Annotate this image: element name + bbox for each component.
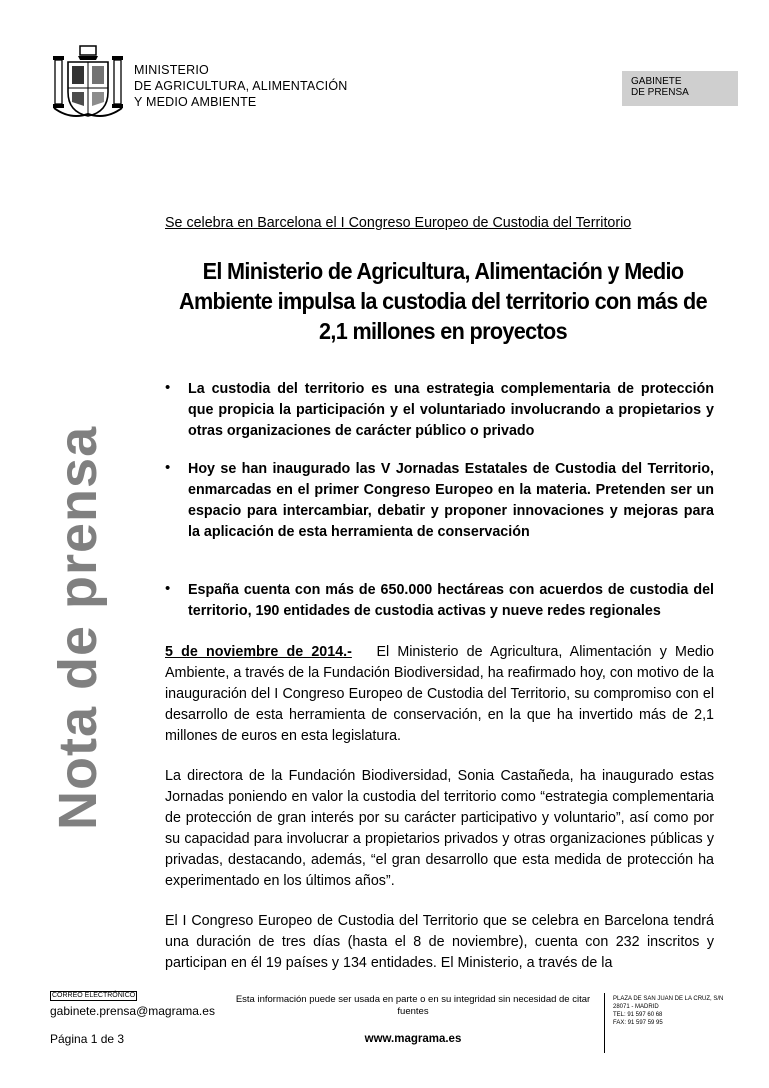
ministry-name-line-2: DE AGRICULTURA, ALIMENTACIÓN [134,79,348,93]
bullet-text: La custodia del territorio es una estrategia complementaria de protección que propicia la participación y el voluntariado involucrando a propietarios y otras organizaciones de carácter público o privado [188,381,714,439]
body-paragraph [165,642,714,747]
bullet-symbol: • [165,580,171,597]
bullet-item [165,580,714,622]
bullet-text: Hoy se han inaugurado las V Jornadas Estatales de Custodia del Territorio, enmarcadas en el primer Congreso Europeo en la materia. Pretenden ser un espacio para intercambiar, debatir y proponer innovaciones y mejoras para la aplicación de esta herramienta de conservación [188,461,714,540]
footer-divider [604,993,605,1053]
page-number: Página 1 de 3 [50,1032,125,1046]
badge-line-1: GABINETE [631,76,682,87]
ministry-name-line-1: MINISTERIO [134,63,209,77]
website-link[interactable]: www.magrama.es [364,1033,462,1045]
press-email: gabinete.prensa@magrama.es [50,1004,215,1018]
bullet-symbol: • [165,459,171,476]
bullet-item [165,379,714,442]
subtitle: Se celebra en Barcelona el I Congreso Europeo de Custodia del Territorio [165,215,632,231]
body-paragraph: El I Congreso Europeo de Custodia del Territorio que se celebra en Barcelona tendrá una duración de tres días (hasta el 8 de noviembre), cuenta con 232 inscritos y participan en él 19 países y 134 entidades. El Ministerio, a través de la [165,913,714,971]
address-line: PLAZA DE SAN JUAN DE LA CRUZ, S/N [613,996,724,1002]
body-paragraph: La directora de la Fundación Biodiversidad, Sonia Castañeda, ha inaugurado estas Jornadas poniendo en valor la custodia del territorio como “estrategia complementaria de protección de gran interés por su carácter participativo y voluntario”, así como por su capacidad para involucrar a propietarios privados y otras organizaciones públicas y privadas, destacando, además, “el gran desarrollo que esta medida de protección ha experimentado en los últimos años”. [165,768,714,889]
address-line: 28071 - MADRID [613,1004,659,1010]
email-label: CORREO ELECTRÓNICO [52,992,136,999]
usage-disclaimer: Esta información puede ser usada en parte o en su integridad sin necesidad de citar fuentes [235,994,591,1017]
bullet-symbol: • [165,379,171,396]
address-line: FAX: 91 597 59 95 [613,1020,663,1026]
ministry-name-line-3: Y MEDIO AMBIENTE [134,95,257,109]
paragraph-text: El Ministerio de Agricultura, Alimentación y Medio Ambiente, a través de la Fundación Biodiversidad, ha reafirmado hoy, con motivo de la inauguración del I Congreso Europeo de Custodia del Territorio, su compromiso con el desarrollo de esta herramienta de conservación, en la que ha invertido más de 2,1 millones de euros en esta legislatura. [165,644,714,744]
dateline: 5 de noviembre de 2014.- [165,644,352,660]
headline: El Ministerio de Agricultura, Alimentación y Medio Ambiente impulsa la custodia del territorio con más de 2,1 millones en proyectos [179,258,707,344]
bullet-text: España cuenta con más de 650.000 hectáreas con acuerdos de custodia del territorio, 190 entidades de custodia activas y nueve redes regionales [188,582,714,619]
press-office-badge [622,71,738,106]
address-line: TEL: 91 597 60 68 [613,1012,663,1018]
badge-line-2: DE PRENSA [631,87,689,98]
press-release-side-label: Nota de prensa [48,425,108,830]
coat-of-arms-logo [50,44,126,122]
bullet-item [165,459,714,543]
